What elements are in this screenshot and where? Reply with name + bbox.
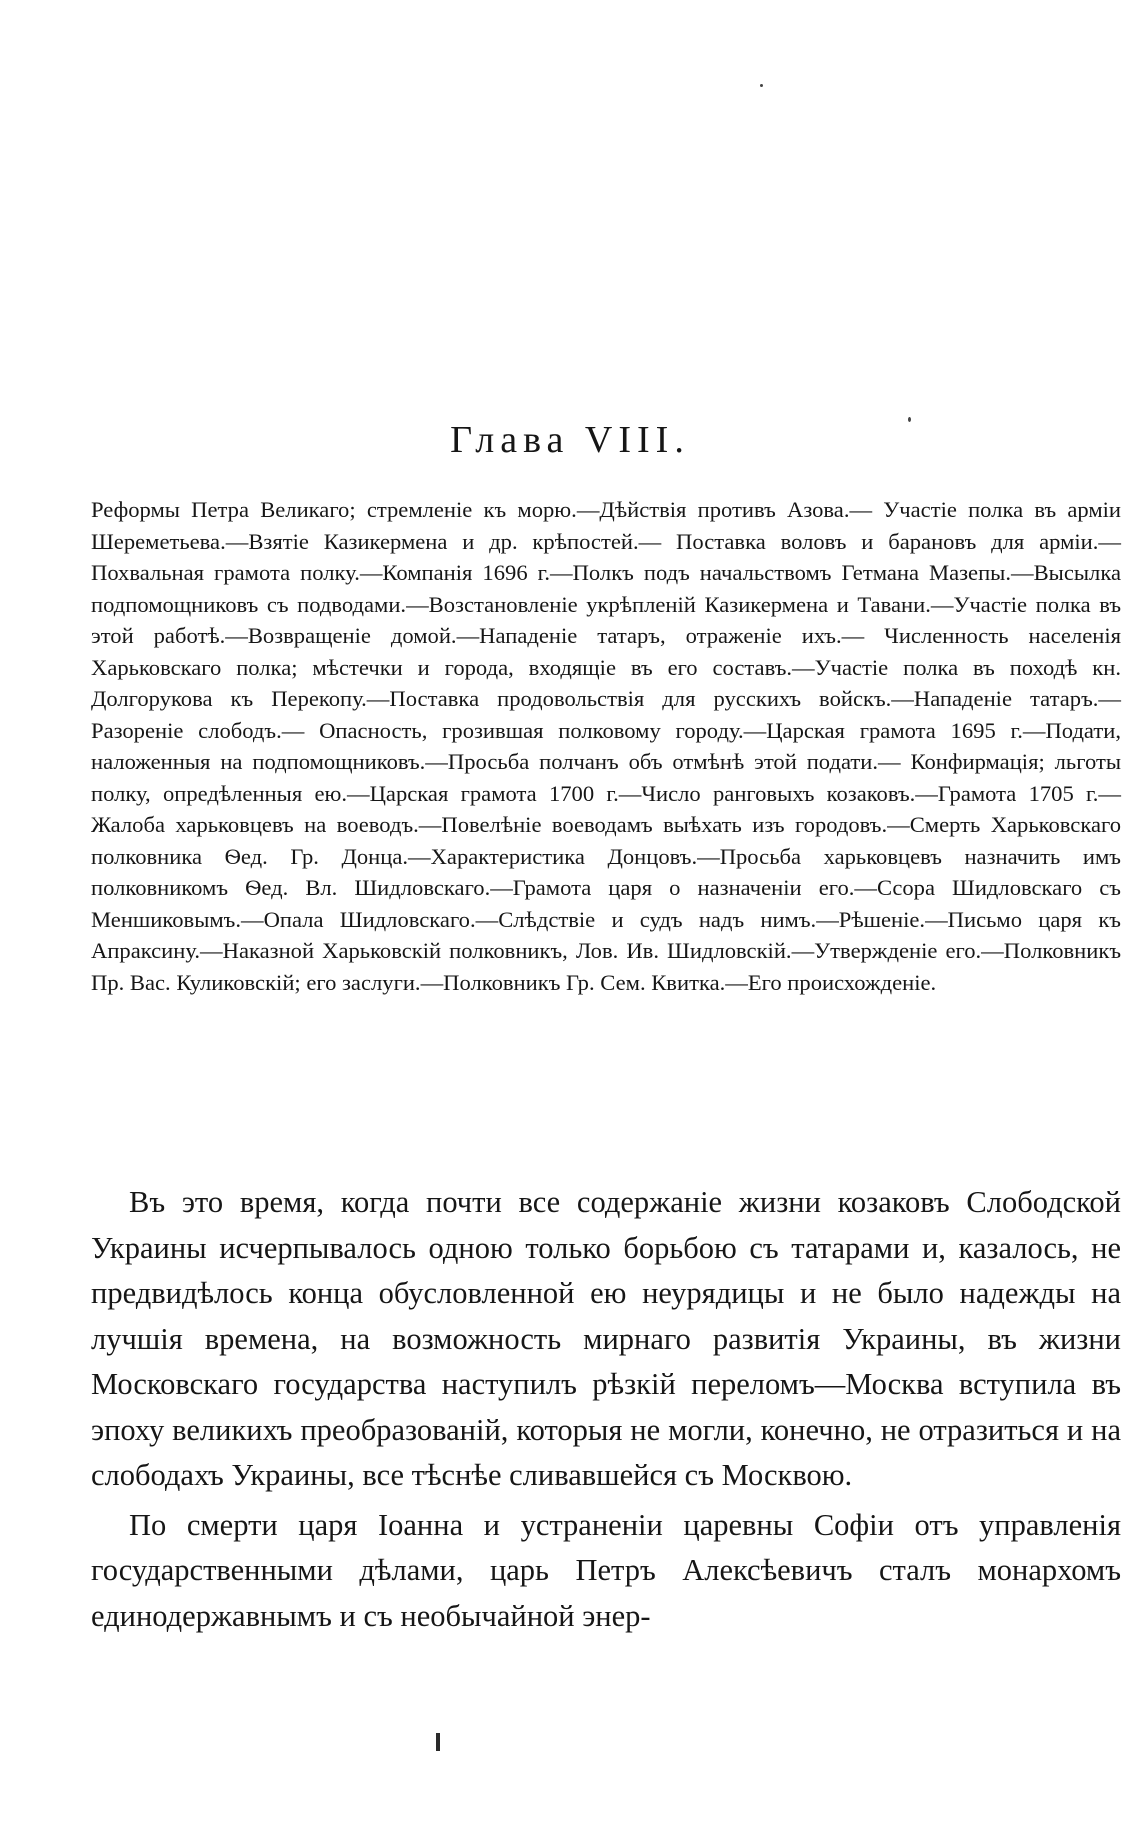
- chapter-title: Глава VIII.: [450, 419, 690, 461]
- paragraph: Въ это время, когда почти все содержаніе жизни козаковъ Слободской Украины исчерпывалось одною только борьбою съ татарами и, казалось, не предвидѣлось конца обусловленной ею неурядицы и не было надежды на лучшія времена, на возможность мирнаго развитія Украины, въ жизни Московскаго государства наступилъ рѣзкій переломъ—Москва вступила въ эпоху великихъ преобразованій, которыя не могли, конечно, не отразиться и на слободахъ Украины, все тѣснѣе сливавшейся съ Москвою.: [91, 1185, 1121, 1492]
- main-text: [91, 1180, 1121, 1639]
- chapter-summary: Реформы Петра Великаго; стремленіе къ морю.—Дѣйствія противъ Азова.— Участіе полка въ арміи Шереметьева.—Взятіе Казикермена и др. крѣпостей.— Поставка воловъ и барановъ для арміи.—Похвальная грамота полку.—Компанія 1696 г.—Полкъ подъ начальствомъ Гетмана Мазепы.—Высылка подпомощниковъ съ подводами.—Возстановленіе укрѣпленій Казикермена и Тавани.—Участіе полка въ этой работѣ.—Возвращеніе домой.—Нападеніе татаръ, отраженіе ихъ.— Численность населенія Харьковскаго полка; мѣстечки и города, входящіе въ его составъ.—Участіе полка въ походѣ кн. Долгорукова къ Перекопу.—Поставка продовольствія для русскихъ войскъ.—Нападеніе татаръ.—Разореніе слободъ.— Опасность, грозившая полковому городу.—Царская грамота 1695 г.—Подати, наложенныя на подпомощниковъ.—Просьба полчанъ объ отмѣнѣ этой подати.— Конфирмація; льготы полку, опредѣленныя ею.—Царская грамота 1700 г.—Число ранговыхъ козаковъ.—Грамота 1705 г.—Жалоба харьковцевъ на воеводъ.—Повелѣніе воеводамъ выѣхать изъ городовъ.—Смерть Харьковскаго полковника Ѳед. Гр. Донца.—Характеристика Донцовъ.—Просьба харьковцевъ назначить имъ полковникомъ Ѳед. Вл. Шидловскаго.—Грамота царя о назначеніи его.—Ссора Шидловскаго съ Меншиковымъ.—Опала Шидловскаго.—Слѣдствіе и судъ надъ нимъ.—Рѣшеніе.—Письмо царя къ Апраксину.—Наказной Харьковскій полковникъ, Лов. Ив. Шидловскій.—Утвержденіе его.—Полковникъ Пр. Вас. Куликовскій; его заслуги.—Полковникъ Гр. Сем. Квитка.—Его происхожденіе.: [91, 497, 1121, 995]
- scan-speck: [908, 417, 911, 422]
- scan-speck: [760, 84, 763, 87]
- print-mark: [436, 1733, 440, 1751]
- paragraph: По смерти царя Іоанна и устраненіи царевны Софіи отъ управленія государственными дѣлами, царь Петръ Алексѣевичъ сталъ монархомъ единодержавнымъ и съ необычайной энер-: [91, 1507, 1121, 1633]
